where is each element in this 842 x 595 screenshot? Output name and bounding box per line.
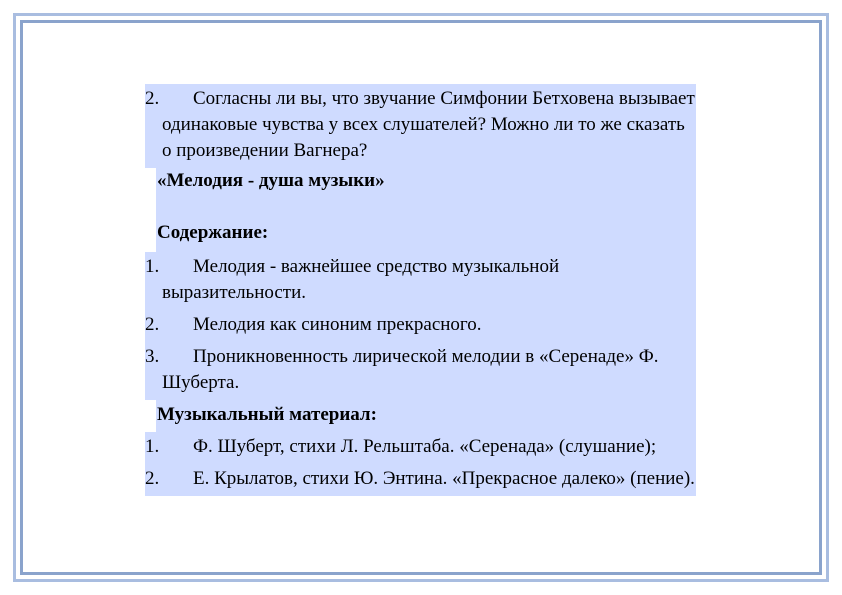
material-item-number: 1. <box>145 436 160 457</box>
contents-item-text: Мелодия как синоним прекрасного. <box>193 314 482 335</box>
contents-item <box>145 342 696 400</box>
material-item <box>145 432 696 464</box>
contents-item-number: 1. <box>145 256 160 277</box>
material-heading: Музыкальный материал: <box>156 400 696 432</box>
lesson-title: «Мелодия - душа музыки» <box>156 168 696 218</box>
contents-item-text: Проникновенность лирической мелодии в «Серенаде» Ф. Шуберта. <box>162 346 659 393</box>
contents-item <box>145 310 696 342</box>
contents-item-number: 3. <box>145 346 160 367</box>
material-item-number: 2. <box>145 468 160 489</box>
question-number: 2. <box>145 88 160 109</box>
material-item-text: Е. Крылатов, стихи Ю. Энтина. «Прекрасное далеко» (пение). <box>193 468 695 489</box>
contents-heading: Содержание: <box>156 218 696 252</box>
contents-item <box>145 252 696 310</box>
material-item-text: Ф. Шуберт, стихи Л. Рельштаба. «Серенада» (слушание); <box>193 436 657 457</box>
question-item <box>145 84 696 168</box>
question-text: Согласны ли вы, что звучание Симфонии Бетховена вызывает одинаковые чувства у всех слушателей? Можно ли то же сказать о произведении Вагнера? <box>162 88 695 161</box>
contents-item-text: Мелодия - важнейшее средство музыкальной выразительности. <box>162 256 560 303</box>
contents-item-number: 2. <box>145 314 160 335</box>
material-item <box>145 464 696 496</box>
slide-content <box>145 84 696 496</box>
